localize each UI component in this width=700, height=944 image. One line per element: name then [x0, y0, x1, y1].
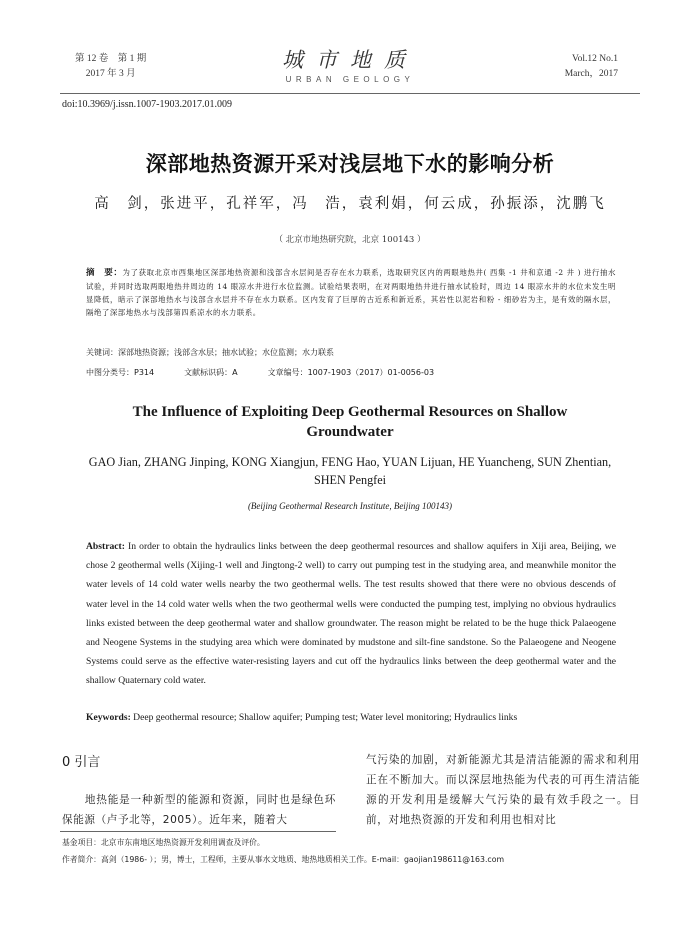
- journal-logo-en: URBAN GEOLOGY: [285, 75, 415, 84]
- article-number: 文章编号：1007-1903（2017）01-0056-03: [267, 368, 435, 377]
- en-title: The Influence of Exploiting Deep Geothermal Resources on Shallow Groundwater: [132, 404, 568, 440]
- cn-keywords-text: 深部地热资源；浅部含水层；抽水试验；水位监测；水力联系: [118, 348, 334, 357]
- clc-number: 中图分类号：P314: [86, 368, 155, 377]
- cn-abstract-text: 为了获取北京市西集地区深部地热资源和浅部含水层间是否存在水力联系，选取研究区内的两眼地热井( 西集 -1 井和京通 -2 井 ) 进行抽水试验，并同时选取两眼地热井周边的 14 眼凉水井进行水位监测。试验结果表明，在对两眼地热井进行抽水试验时，周边 14 眼凉水井的水位未发生明显降低，暗示了深部地热水与浅部含水层并不存在水力联系。区内发育了巨厚的古近系和新近系，其岩性以泥岩和粉 - 细砂岩为主，是有效的隔水层，隔绝了深部地热水与浅部第四系凉水的水力联系。: [86, 268, 616, 317]
- author-bio: 作者简介：高剑（1986- ）；男，博士，工程师，主要从事水文地质、地热地质相关工作。E-mail：gaojian198611@163.com: [62, 855, 505, 864]
- journal-logo-cn: 城市地质: [282, 48, 418, 72]
- en-keywords: [86, 712, 626, 723]
- cn-abstract: [86, 266, 616, 319]
- en-abstract: [86, 537, 616, 691]
- volume-cn: 第 12 卷 第 1 期: [75, 54, 147, 64]
- date-cn: 2017 年 3 月: [85, 69, 136, 79]
- cn-keywords: [86, 347, 616, 358]
- body-column-left: 地热能是一种新型的能源和资源，同时也是绿色环保能源（卢予北等，2005）。近年来，随着大: [62, 794, 336, 826]
- issue-info-en: [565, 52, 618, 82]
- cn-authors: 高 剑，张进平，孔祥军，冯 浩，袁利娟，何云成，孙振添，沈鹏飞: [94, 196, 606, 212]
- cn-abstract-label: 摘 要：: [86, 268, 123, 278]
- body-column-right: 气污染的加剧，对新能源尤其是清洁能源的需求和利用正在不断加大。而以深层地热能为代表的可再生清洁能源的开发利用是缓解大气污染的最有效手段之一。目前，对地热资源的开发和利用也相对比: [366, 754, 640, 826]
- cn-classification: [86, 367, 464, 378]
- en-abstract-label: Abstract:: [86, 541, 125, 552]
- date-en: March，2017: [564, 69, 618, 79]
- en-keywords-text: Deep geothermal resource; Shallow aquifer; Pumping test; Water level monitoring; Hydraulics links: [133, 712, 518, 723]
- cn-affiliation: （ 北京市地热研究院，北京 100143 ）: [274, 235, 426, 245]
- en-keywords-label: Keywords:: [86, 712, 131, 723]
- funding-note: 基金项目：北京市东南地区地热资源开发利用调查及评价。: [62, 838, 265, 847]
- en-affiliation: (Beijing Geothermal Research Institute, Beijing 100143): [247, 501, 453, 511]
- en-authors: GAO Jian, ZHANG Jinping, KONG Xiangjun, FENG Hao, YUAN Lijuan, HE Yuancheng, SUN Zhentian, SHEN Pengfei: [88, 455, 612, 487]
- volume-en: Vol.12 No.1: [571, 54, 618, 64]
- section-heading: 0 引言: [62, 755, 101, 770]
- en-abstract-text: In order to obtain the hydraulics links between the deep geothermal resources and shallow aquifers in Xiji area, Beijing, we chose 2 geothermal wells (Xijing-1 well and Jingtong-2 well) to carry out pumping test in the studying area, and meanwhile monitor the water levels of 14 cold water wells nearby the two geothermal wells. The test results showed that there were no obvious descends of water level in the 14 cold water wells when the two geothermal wells were conducted the pumping test, implying no obvious hydraulics links existed between the deep geothermal water and shallow groundwater. The reason might be related to be the huge thick Palaeogene and Neogene Systems in the studying area which were dominated by mudstone and silt-fine sandstone. So the Palaeogene and Neogene Systems could serve as the effective water-resisting layers and cut off the hydraulics links between the deep geothermal water and the shallow Quaternary cold water.: [86, 541, 616, 687]
- doi: doi:10.3969/j.issn.1007-1903.2017.01.009: [62, 99, 233, 110]
- cn-title: 深部地热资源开采对浅层地下水的影响分析: [145, 152, 555, 176]
- header-rule: [60, 93, 640, 94]
- footnote-rule: [60, 831, 336, 832]
- document-code: 文献标识码：A: [184, 368, 238, 377]
- cn-keywords-label: 关键词：: [86, 348, 118, 357]
